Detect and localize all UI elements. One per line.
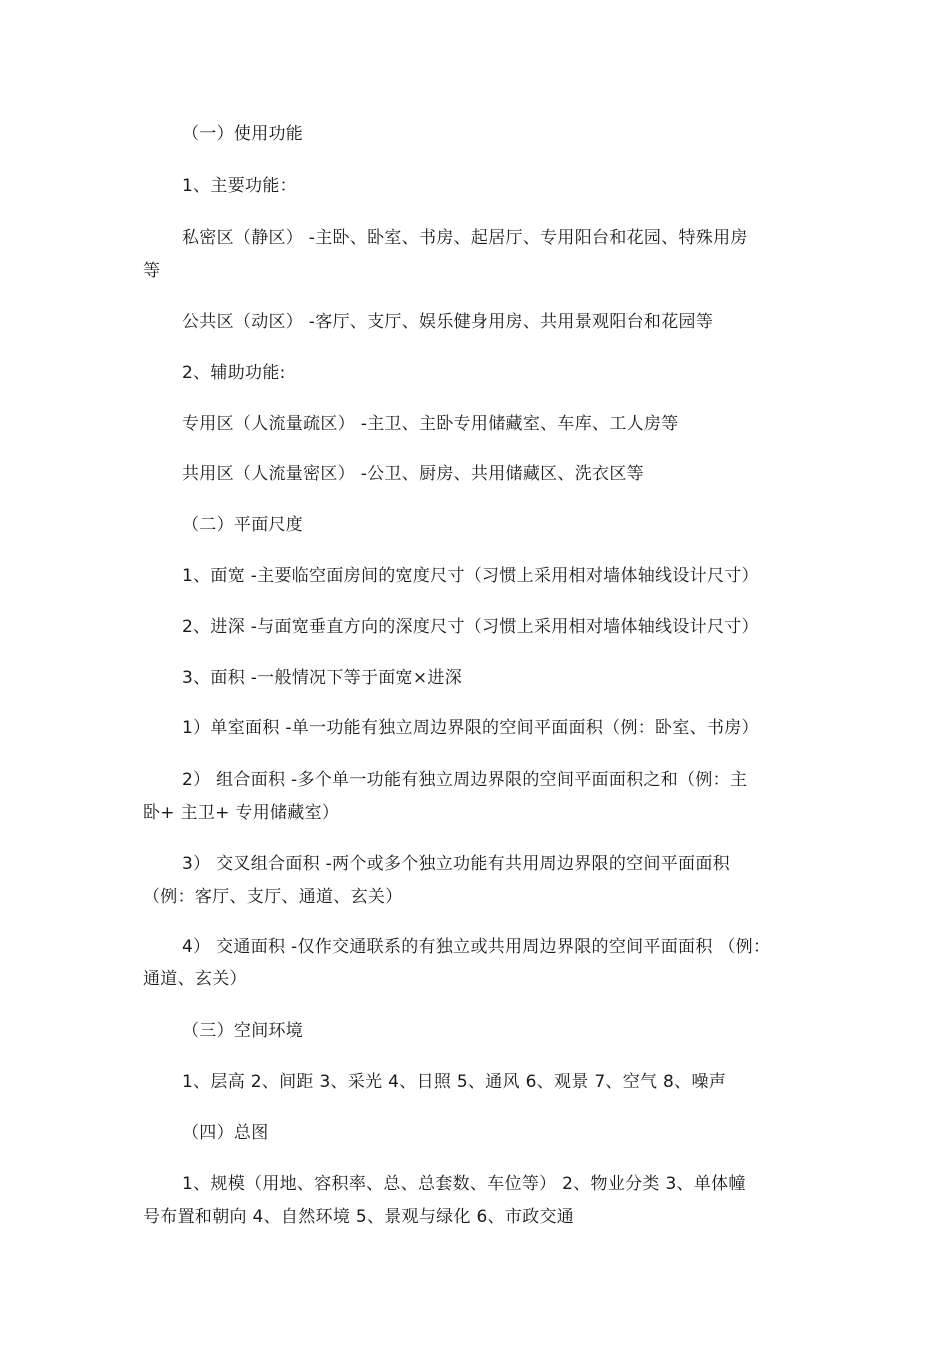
paragraph-dedicated-zone: 专用区（人流量疏区） -主卫、主卧专用储藏室、车库、工人房等: [182, 414, 679, 434]
section-heading-4: （四）总图: [182, 1123, 269, 1143]
paragraph-combined-area-cont: 卧+ 主卫+ 专用储藏室）: [143, 803, 340, 823]
paragraph-combined-area: 2） 组合面积 -多个单一功能有独立周边界限的空间平面面积之和（例：主: [182, 770, 748, 790]
paragraph-private-zone: 私密区（静区） -主卧、卧室、书房、起居厅、专用阳台和花园、特殊用房: [182, 228, 748, 248]
paragraph-area: 3、面积 -一般情况下等于面宽×进深: [182, 668, 462, 688]
paragraph-site-plan: 1、规模（用地、容积率、总、总套数、车位等） 2、物业分类 3、单体幢: [182, 1174, 746, 1194]
paragraph-traffic-area-cont: 通道、玄关）: [143, 969, 247, 989]
section-heading-3: （三）空间环境: [182, 1021, 304, 1041]
subheading-aux-functions: 2、辅助功能:: [182, 363, 286, 383]
paragraph-depth: 2、进深 -与面宽垂直方向的深度尺寸（习惯上采用相对墙体轴线设计尺寸）: [182, 617, 759, 637]
paragraph-single-room-area: 1）单室面积 -单一功能有独立周边界限的空间平面面积（例：卧室、书房）: [182, 718, 759, 738]
paragraph-public-zone: 公共区（动区） -客厅、支厅、娱乐健身用房、共用景观阳台和花园等: [182, 312, 714, 332]
paragraph-space-environment: 1、层高 2、间距 3、采光 4、日照 5、通风 6、观景 7、空气 8、噪声: [182, 1072, 727, 1092]
section-heading-1: （一）使用功能: [182, 124, 304, 144]
paragraph-site-plan-cont: 号布置和朝向 4、自然环境 5、景观与绿化 6、市政交通: [143, 1207, 575, 1227]
paragraph-width: 1、面宽 -主要临空面房间的宽度尺寸（习惯上采用相对墙体轴线设计尺寸）: [182, 566, 759, 586]
paragraph-traffic-area: 4） 交通面积 -仅作交通联系的有独立或共用周边界限的空间平面面积 （例：: [182, 937, 771, 957]
subheading-main-functions: 1、主要功能：: [182, 176, 297, 196]
paragraph-private-zone-cont: 等: [143, 261, 161, 281]
paragraph-shared-zone: 共用区（人流量密区） -公卫、厨房、共用储藏区、洗衣区等: [182, 464, 644, 484]
section-heading-2: （二）平面尺度: [182, 515, 304, 535]
paragraph-cross-combined-area-cont: （例：客厅、支厅、通道、玄关）: [143, 887, 403, 907]
paragraph-cross-combined-area: 3） 交叉组合面积 -两个或多个独立功能有共用周边界限的空间平面面积: [182, 854, 730, 874]
